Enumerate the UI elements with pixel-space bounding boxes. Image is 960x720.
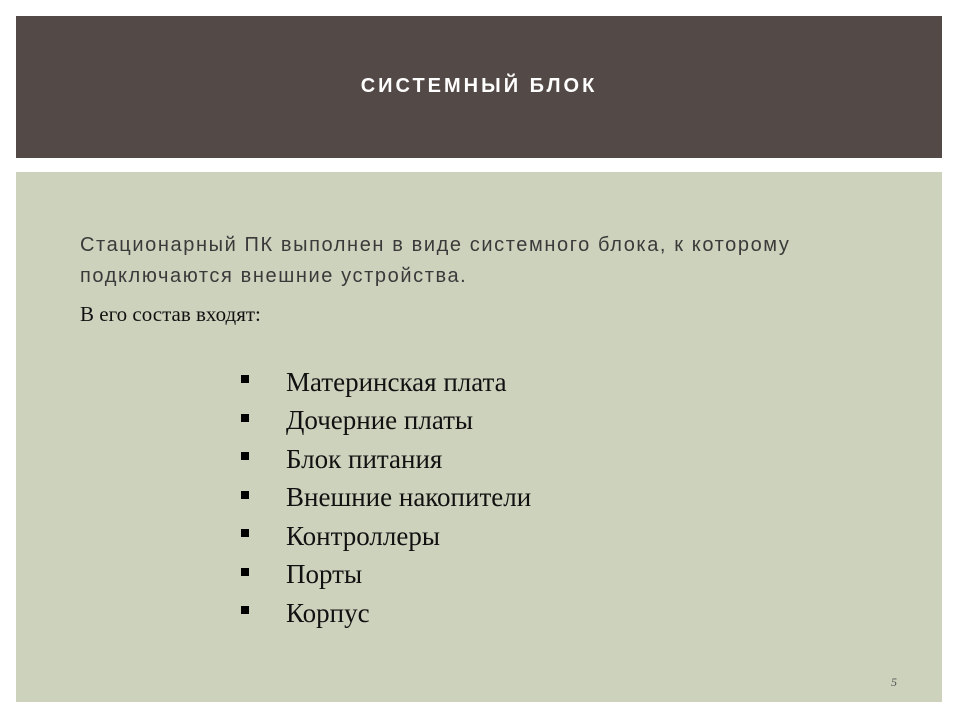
list-item-label: Материнская плата [286,366,507,397]
slide-title: СИСТЕМНЫЙ БЛОК [360,74,598,97]
list-item [240,402,531,441]
list-item [240,363,531,402]
list-item [240,479,531,518]
square-bullet-icon [241,568,249,576]
page-number: 5 [891,675,897,689]
list-item [240,594,531,633]
list-item-label: Дочерние платы [286,405,474,436]
square-bullet-icon [241,452,249,460]
square-bullet-icon [241,606,249,614]
list-item [240,556,531,595]
list-item-label: Корпус [286,597,370,628]
list-item-label: Блок питания [286,443,443,474]
list-item [240,517,531,556]
list-item-label: Внешние накопители [286,482,532,513]
components-lead: В его состав входят: [80,302,261,326]
components-list [240,363,531,633]
list-item [240,440,531,479]
content-panel [16,172,942,702]
square-bullet-icon [241,375,249,383]
list-item-label: Контроллеры [286,520,440,551]
square-bullet-icon [241,491,249,499]
square-bullet-icon [241,529,249,537]
title-band [16,16,942,158]
list-item-label: Порты [286,559,363,590]
square-bullet-icon [241,414,249,422]
intro-paragraph: Стационарный ПК выполнен в виде системного блока, к которому подключаются внешние устройства. [80,234,791,287]
